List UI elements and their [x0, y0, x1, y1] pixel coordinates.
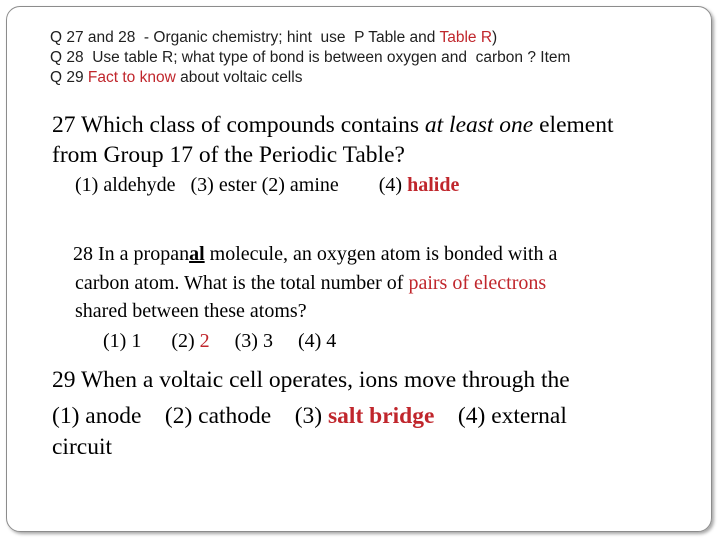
question-29-lead: 29 When a voltaic cell operates, ions move through the [52, 367, 570, 393]
question-29-options [52, 401, 567, 463]
question-28-highlight: pairs of electrons [408, 271, 547, 294]
header-table-r: Table R [439, 29, 493, 46]
question-28-options-start: (1) 1 (2) [103, 330, 200, 352]
question-27 [34, 110, 614, 170]
slide-header [50, 28, 570, 88]
question-28-answer: 2 [199, 330, 210, 352]
header-line-3-tail: about voltaic cells [175, 69, 303, 86]
question-28-underlined: al [189, 243, 205, 265]
question-27-answer: halide [407, 174, 460, 196]
question-29 [34, 365, 570, 395]
question-28-rest: molecule, an oxygen atom is bonded with a [204, 243, 558, 265]
question-29-options-tail: (4) external [434, 403, 567, 429]
question-28 [55, 240, 557, 326]
question-29-answer: salt bridge [328, 403, 435, 429]
question-28-line-3: shared between these atoms? [75, 300, 307, 322]
question-27-options [75, 174, 459, 197]
header-line-3-prefix: Q 29 [50, 69, 88, 86]
question-28-line-2 [55, 269, 557, 298]
question-27-line-2: from Group 17 of the Periodic Table? [52, 142, 405, 168]
question-28-options-rest: (3) 3 (4) 4 [209, 330, 337, 352]
question-28-options [103, 330, 336, 353]
question-28-lead: 28 In a propan [73, 243, 190, 265]
question-29-options-line-2: circuit [52, 434, 113, 460]
question-27-lead: 27 Which class of compounds contains [52, 112, 425, 138]
header-line-3 [50, 68, 570, 88]
header-line-1-tail: ) [492, 29, 498, 46]
question-28-line-2-text: carbon atom. What is the total number of [75, 271, 409, 294]
header-line-2: Q 28 Use table R; what type of bond is between oxygen and carbon ? Item [50, 49, 571, 66]
header-line-1-text: Q 27 and 28 - Organic chemistry; hint use P Table and [50, 29, 440, 46]
question-29-options-line-1 [52, 401, 567, 432]
question-29-options-text: (1) anode (2) cathode (3) [52, 403, 329, 429]
question-27-emphasis: at least one [424, 112, 534, 138]
header-line-1 [50, 28, 570, 48]
question-29-line-1 [34, 365, 570, 395]
question-27-rest: element [533, 112, 614, 138]
header-fact-to-know: Fact to know [87, 69, 176, 86]
question-27-line-1 [34, 110, 614, 140]
question-27-options-text: (1) aldehyde (3) ester (2) amine (4) [75, 174, 408, 196]
question-28-line-1 [55, 240, 557, 269]
